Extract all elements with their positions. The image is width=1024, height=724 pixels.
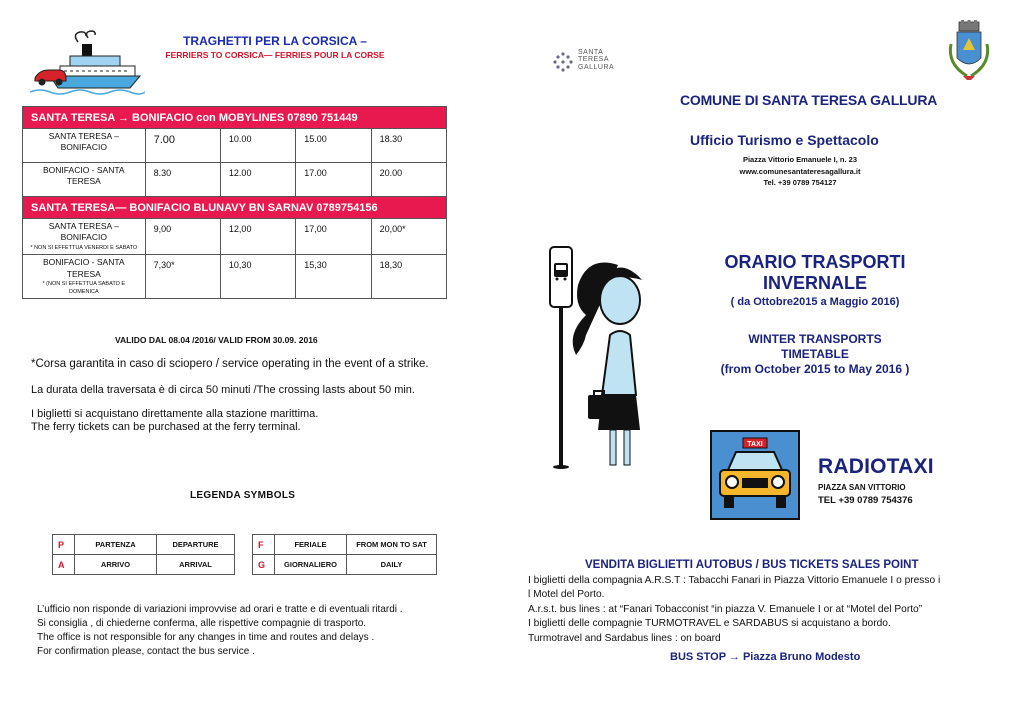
time-cell: 8.30	[145, 163, 220, 197]
bus-tickets-line: I biglietti delle compagnie TURMOTRAVEL e SARDABUS si acquistano a bordo.	[528, 618, 891, 630]
time-cell: 12,00	[220, 219, 295, 255]
time-cell: 18,30	[371, 255, 446, 299]
validity-text: VALIDO DAL 08.04 /2016/ VALID FROM 30.09. 2016	[115, 335, 318, 345]
winter-timetable-heading-it	[700, 252, 930, 308]
disclaimer-line: L’ufficio non risponde di variazioni improvvise ad orari e tratte e di eventuali ritardi .	[37, 604, 403, 615]
office-website-link[interactable]: www.comunesantateresagallura.it	[739, 166, 861, 176]
radiotaxi-location: PIAZZA SAN VITTORIO	[818, 483, 906, 492]
radiotaxi-phone: TEL +39 0789 754376	[818, 495, 913, 506]
orario-line1: ORARIO TRASPORTI	[724, 252, 906, 272]
dots-logo-icon	[552, 51, 574, 73]
legend-it: PARTENZA	[75, 535, 157, 555]
blunavy-header: SANTA TERESA— BONIFACIO BLUNAVY BN SARNAV 0789754156	[23, 197, 447, 219]
legend-it: GIORNALIERO	[275, 555, 347, 575]
legend-table-left	[52, 534, 235, 575]
table-row	[23, 255, 447, 299]
route-cell	[23, 219, 146, 255]
time-cell: 20.00	[371, 163, 446, 197]
brand-line: SANTA	[578, 49, 604, 56]
legend-table-right	[252, 534, 437, 575]
table-row	[53, 555, 235, 575]
time-cell: 7,30*	[145, 255, 220, 299]
route-note: * (NON SI EFFETTUA SABATO E DOMENICA	[42, 281, 126, 295]
bus-tickets-line: I biglietti della compagnia A.R.S.T : Tabacchi Fanari in Piazza Vittorio Emanuele I o presso i	[528, 575, 941, 586]
winter-line1: WINTER TRANSPORTS	[748, 332, 882, 346]
office-name: Ufficio Turismo e Spettacolo	[690, 132, 879, 148]
legend-it: ARRIVO	[75, 555, 157, 575]
winter-timetable-heading-en	[700, 332, 930, 377]
duration-note: La durata della traversata è di circa 50 minuti /The crossing lasts about 50 min.	[31, 384, 415, 396]
taxi-sign-label: TAXI	[747, 441, 763, 448]
route-label: BONIFACIO - SANTA TERESA	[43, 165, 125, 187]
radiotaxi-title: RADIOTAXI	[818, 455, 934, 478]
ferry-ship-illustration	[30, 30, 145, 95]
legend-en: DAILY	[347, 555, 437, 575]
time-cell: 7.00	[145, 129, 220, 163]
brand-wordmark	[578, 49, 614, 71]
bus-tickets-line: l Motel del Porto.	[528, 589, 605, 601]
table-row	[253, 535, 437, 555]
time-cell: 20,00*	[371, 219, 446, 255]
office-address: Piazza Vittorio Emanuele I, n. 23	[742, 155, 858, 164]
time-cell: 17.00	[296, 163, 371, 197]
winter-line3: (from October 2015 to May 2016 )	[720, 362, 910, 376]
office-phone: Tel. +39 0789 754127	[763, 178, 837, 188]
legend-en: ARRIVAL	[157, 555, 235, 575]
route-cell	[23, 129, 146, 163]
legend-en: FROM MON TO SAT	[347, 535, 437, 555]
route-label: BONIFACIO - SANTA TERESA	[43, 257, 125, 279]
route-note: * NON SI EFFETTUA VENERDI E SABATO	[30, 244, 138, 251]
legend-code: P	[53, 535, 75, 555]
table-row	[53, 535, 235, 555]
bus-stop-girl-illustration	[540, 245, 670, 470]
strike-note: *Corsa garantita in caso di sciopero / service operating in the event of a strike.	[31, 358, 429, 370]
mobylines-header: SANTA TERESA → BONIFACIO con MOBYLINES 07890 751449	[23, 107, 447, 129]
table-row	[23, 129, 447, 163]
disclaimer-line: The office is not responsible for any changes in time and routes and delays .	[37, 632, 375, 643]
ferry-subtitle: FERRIERS TO CORSICA— FERRIES POUR LA CORSE	[165, 50, 385, 60]
disclaimer-line: Si consiglia , di chiederne conferma, alle rispettive compagnie di trasporto.	[37, 618, 367, 629]
disclaimer	[37, 603, 403, 659]
radiotaxi-block	[818, 455, 934, 506]
mobylines-schedule-table	[22, 106, 447, 299]
disclaimer-line: For confirmation please, contact the bus service .	[37, 646, 255, 657]
legend-code: G	[253, 555, 275, 575]
time-cell: 10,30	[220, 255, 295, 299]
municipal-crest-icon	[945, 20, 993, 84]
santa-teresa-brand-logo	[540, 36, 640, 86]
time-cell: 15,30	[296, 255, 371, 299]
ferry-heading	[150, 34, 400, 60]
time-cell: 18.30	[371, 129, 446, 163]
time-cell: 12.00	[220, 163, 295, 197]
table-row	[23, 163, 447, 197]
time-cell: 15.00	[296, 129, 371, 163]
time-cell: 10.00	[220, 129, 295, 163]
legend-code: A	[53, 555, 75, 575]
bus-tickets-line: Turmotravel and Sardabus lines : on board	[528, 632, 721, 644]
winter-line2: TIMETABLE	[781, 347, 849, 361]
bus-tickets-line: A.r.s.t. bus lines : at “Fanari Tobacconist “in piazza V. Emanuele I or at “Motel del Porto”	[528, 603, 923, 615]
legend-it: FERIALE	[275, 535, 347, 555]
ticket-note-en: The ferry tickets can be purchased at the ferry terminal.	[31, 421, 301, 433]
orario-line2: INVERNALE	[762, 272, 867, 293]
time-cell: 17,00	[296, 219, 371, 255]
bus-tickets-title: VENDITA BIGLIETTI AUTOBUS / BUS TICKETS SALES POINT	[585, 559, 919, 571]
legend-en: DEPARTURE	[157, 535, 235, 555]
bus-stop-location: BUS STOP → Piazza Bruno Modesto	[670, 651, 861, 663]
ferry-title: TRAGHETTI PER LA CORSICA –	[183, 34, 367, 48]
table-row	[253, 555, 437, 575]
taxi-icon	[710, 430, 800, 520]
legend-title: LEGENDA SYMBOLS	[190, 490, 296, 501]
municipality-name: COMUNE DI SANTA TERESA GALLURA	[680, 92, 938, 108]
route-label: SANTA TERESA – BONIFACIO	[48, 221, 119, 243]
table-row	[23, 219, 447, 255]
route-cell	[23, 255, 146, 299]
bus-tickets-info	[528, 574, 988, 646]
route-cell	[23, 163, 146, 197]
brand-line: TERESA	[578, 56, 610, 64]
orario-dates: ( da Ottobre2015 a Maggio 2016)	[730, 296, 900, 309]
office-contact	[700, 154, 900, 189]
brand-line: GALLURA	[578, 63, 615, 71]
ticket-note-it: I biglietti si acquistano direttamente alla stazione marittima.	[31, 408, 319, 420]
route-label: SANTA TERESA – BONIFACIO	[48, 131, 119, 153]
legend-code: F	[253, 535, 275, 555]
time-cell: 9,00	[145, 219, 220, 255]
